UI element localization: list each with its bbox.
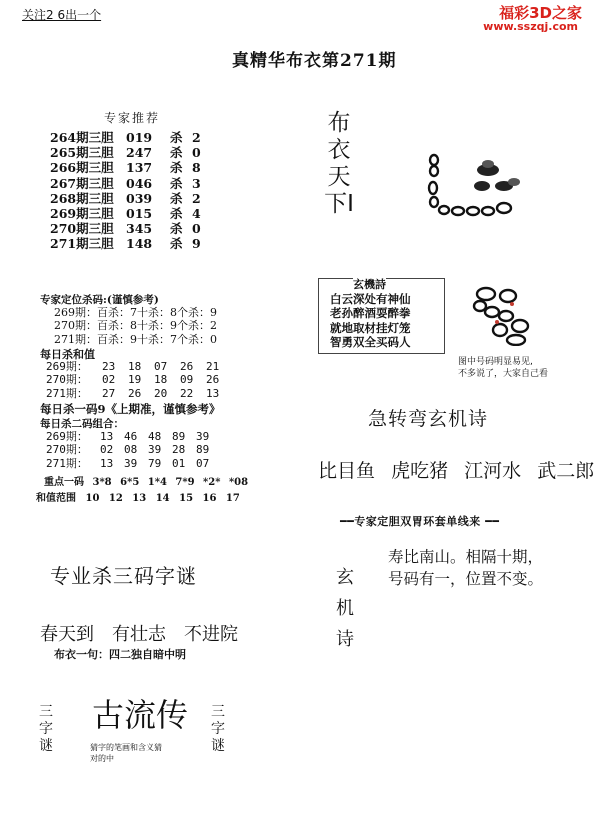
expert-row: 264期三胆 019 杀 2 <box>50 130 201 145</box>
riddle-item: 虎吃猪 <box>391 460 449 482</box>
poem-line: 智勇双全买码人 <box>330 334 411 349</box>
key-number: *08 <box>228 477 249 488</box>
gem-note: 图中号码明显易见, 不多说了，大家自己看 <box>458 357 549 379</box>
site-name[interactable]: 福彩3D之家 <box>499 4 582 22</box>
top-note: 关注2 6出一个 <box>22 8 102 22</box>
page-title: 真精华布衣第271期 <box>232 51 397 71</box>
key-number: 1*4 <box>147 477 167 488</box>
riddle-item: 比目鱼 <box>318 460 376 482</box>
riddle-hint: 布衣一句：四二独自暗中明 <box>54 648 186 661</box>
riddle-items-line <box>318 456 600 483</box>
sum-kill-heading: 每日杀和值 <box>40 348 95 361</box>
riddle-label-right: 三字谜 <box>211 704 225 754</box>
expert-heading: 专家推荐 <box>104 111 161 125</box>
position-kill-row: 269期：百杀：7十杀：8个杀：9 <box>54 306 217 319</box>
key-number: 7*9 <box>175 477 195 488</box>
riddle-big-text: 古流传 <box>92 696 189 734</box>
sum-range-value: 12 <box>108 493 123 504</box>
expert-row: 271期三胆 148 杀 9 <box>50 236 201 252</box>
sum-range-value: 15 <box>179 493 194 504</box>
expert-row: 266期三胆 137 杀 8 <box>50 160 201 176</box>
key-number: 6*5 <box>120 477 140 488</box>
riddle-item: 武二郎 <box>537 460 595 482</box>
sum-range-value: 13 <box>132 493 147 504</box>
position-kill-row: 271期：百杀：9十杀：7个杀：0 <box>54 332 217 346</box>
riddle-poem-title: 急转弯玄机诗 <box>368 408 489 430</box>
vertical-poem-label: 玄机诗 <box>336 567 354 650</box>
position-kill-row: 270期：百杀：8十杀：9个杀：2 <box>54 319 217 333</box>
riddle-label-left: 三字谜 <box>39 704 53 754</box>
key-number: *2* <box>203 477 221 488</box>
expert-row: 268期三胆 039 杀 2 <box>50 190 201 206</box>
sum-kill-list <box>46 360 232 400</box>
kill-two-row: 270期： 02 08 39 28 89 <box>46 443 210 457</box>
kill-two-list <box>46 430 220 470</box>
sum-range-line <box>36 489 246 504</box>
position-kill-list <box>54 306 217 346</box>
gem-illustration-middle <box>470 282 542 346</box>
key-number: 3*8 <box>92 477 112 488</box>
position-kill-heading: 专家定位杀码:(谨慎参考) <box>40 294 159 306</box>
expert-row: 265期三胆 247 杀 0 <box>50 145 201 161</box>
key-number-label: 重点一码 <box>44 477 84 488</box>
key-number-line <box>44 473 253 488</box>
sum-range-value: 10 <box>85 493 100 504</box>
poem-line: 就地取材挂灯笼 <box>330 320 411 335</box>
expert-row: 270期三胆 345 杀 0 <box>50 221 201 237</box>
sum-range-value: 17 <box>225 493 240 504</box>
expert-list <box>50 130 201 252</box>
kill-one-line: 每日杀一码9《上期准，谨慎参考》 <box>40 402 221 416</box>
sum-range-value: 16 <box>202 493 217 504</box>
poem-line: 白云深处有神仙 <box>330 292 411 306</box>
sum-range-label: 和值范围 <box>36 493 76 504</box>
kill-two-row: 271期： 13 39 79 01 07 <box>46 456 210 470</box>
poem-lines <box>330 292 411 349</box>
expert-row: 267期三胆 046 杀 3 <box>50 175 201 191</box>
poem-prose: 寿比南山。相隔十期， 号码有一，位置不变。 <box>388 548 544 588</box>
expert-banner: ━━专家定胆双胃环套单线来 ━━ <box>340 515 500 528</box>
riddle-item: 江河水 <box>464 460 522 482</box>
poem-heading: 玄機詩 <box>353 278 386 291</box>
sum-kill-row: 269期： 23 18 07 26 21 <box>46 360 220 373</box>
poem-line: 老孙醉酒耍醉拳 <box>330 306 411 321</box>
vertical-title: 布衣天下I <box>324 110 354 217</box>
kill-two-row: 269期： 13 46 48 89 39 <box>46 430 210 443</box>
sum-range-value: 14 <box>155 493 170 504</box>
riddle-small-note: 猜字的笔画和含义猜 对的中 <box>90 743 162 763</box>
kill-two-heading: 每日杀二码组合： <box>40 418 124 430</box>
riddle-line: 春天到 有壮志 不进院 <box>40 624 238 645</box>
site-url[interactable]: www.sszqj.com <box>483 20 578 33</box>
sum-kill-row: 270期： 02 19 18 09 26 <box>46 373 220 387</box>
riddle-title: 专业杀三码字谜 <box>50 564 197 588</box>
expert-row: 269期三胆 015 杀 4 <box>50 206 201 222</box>
gem-illustration-top <box>424 150 534 222</box>
sum-kill-row: 271期： 27 26 20 22 13 <box>46 386 220 400</box>
